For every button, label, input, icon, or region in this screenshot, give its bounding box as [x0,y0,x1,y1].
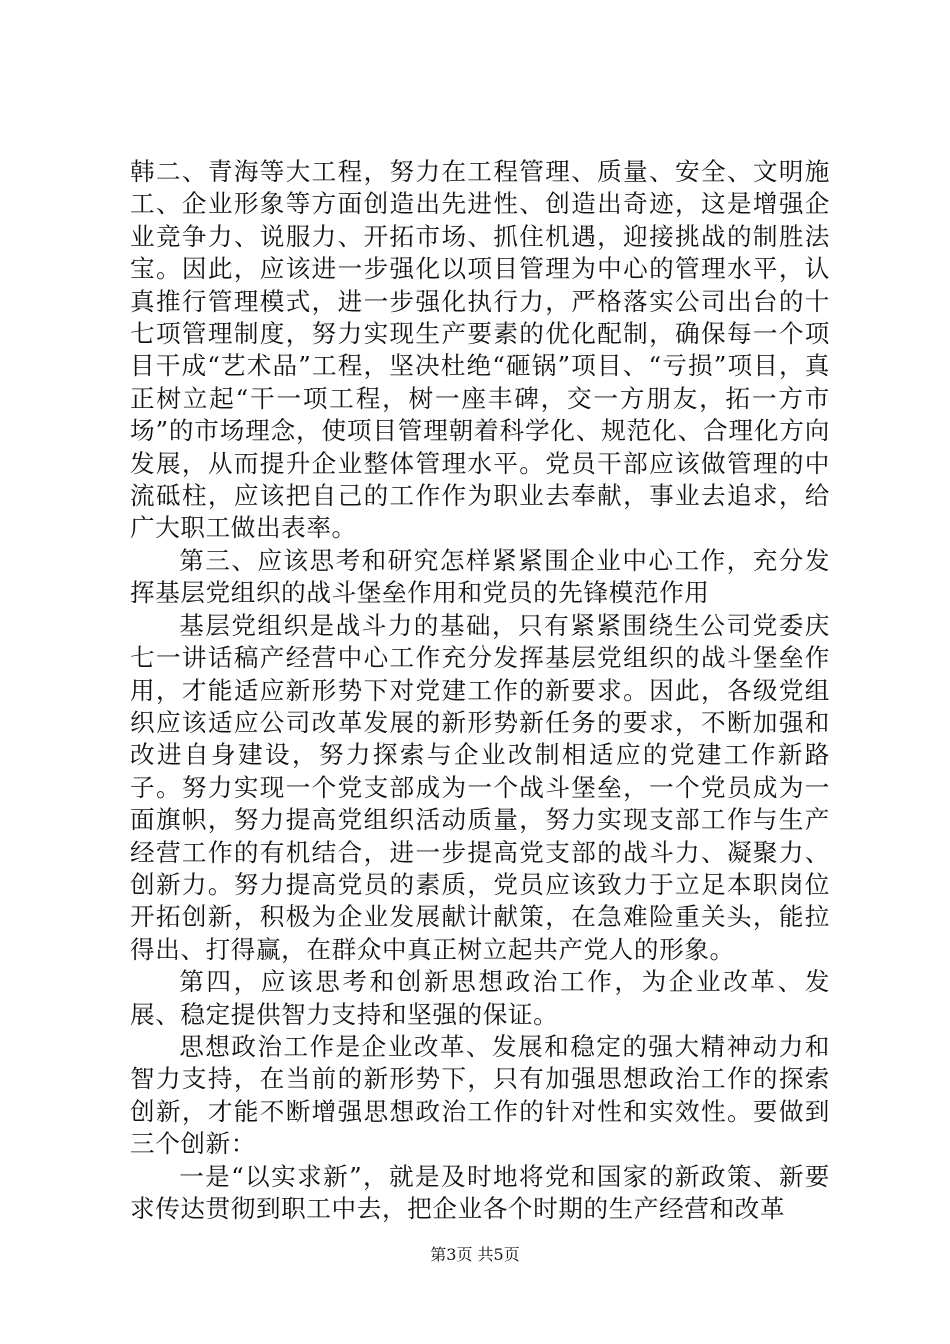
paragraph-1: 韩二、青海等大工程，努力在工程管理、质量、安全、文明施工、企业形象等方面创造出先进性、创造出奇迹，这是增强企业竞争力、说服力、开拓市场、抓住机遇，迎接挑战的制胜法宝。因此，应该进一步强化以项目管理为中心的管理水平，认真推行管理模式，进一步强化执行力，严格落实公司出台的十七项管理制度，努力实现生产要素的优化配制，确保每一个项目干成“艺术品”工程，坚决杜绝“砸锅”项目、“亏损”项目，真正树立起“干一项工程，树一座丰碑，交一方朋友，拓一方市场”的市场理念，使项目管理朝着科学化、规范化、合理化方向发展，从而提升企业整体管理水平。党员干部应该做管理的中流砥柱，应该把自己的工作作为职业去奉献，事业去追求，给广大职工做出表率。 [130,157,830,543]
paragraph-5: 思想政治工作是企业改革、发展和稳定的强大精神动力和智力支持，在当前的新形势下，只有加强思想政治工作的探索创新，才能不断增强思想政治工作的针对性和实效性。要做到三个创新： [130,1031,830,1159]
page-number-footer: 第3页 共5页 [430,1245,520,1264]
paragraph-2-heading-third: 第三、应该思考和研究怎样紧紧围企业中心工作，充分发挥基层党组织的战斗堡垒作用和党员的先锋模范作用 [130,545,830,608]
paragraph-3: 基层党组织是战斗力的基础，只有紧紧围绕生公司党委庆七一讲话稿产经营中心工作充分发挥基层党组织的战斗堡垒作用，才能适应新形势下对党建工作的新要求。因此，各级党组织应该适应公司改革发展的新形势新任务的要求，不断加强和改进自身建设，努力探索与企业改制相适应的党建工作新路子。努力实现一个党支部成为一个战斗堡垒，一个党员成为一面旗帜，努力提高党组织活动质量，努力实现支部工作与生产经营工作的有机结合，进一步提高党支部的战斗力、凝聚力、创新力。努力提高党员的素质，党员应该致力于立足本职岗位开拓创新，积极为企业发展献计献策，在急难险重关头，能拉得出、打得赢，在群众中真正树立起共产党人的形象。 [130,610,830,964]
paragraph-6: 一是“以实求新”，就是及时地将党和国家的新政策、新要求传达贯彻到职工中去，把企业各个时期的生产经营和改革 [130,1161,830,1223]
paragraph-4-heading-fourth: 第四，应该思考和创新思想政治工作，为企业改革、发展、稳定提供智力支持和坚强的保证。 [130,967,830,1029]
document-body [130,156,830,1225]
